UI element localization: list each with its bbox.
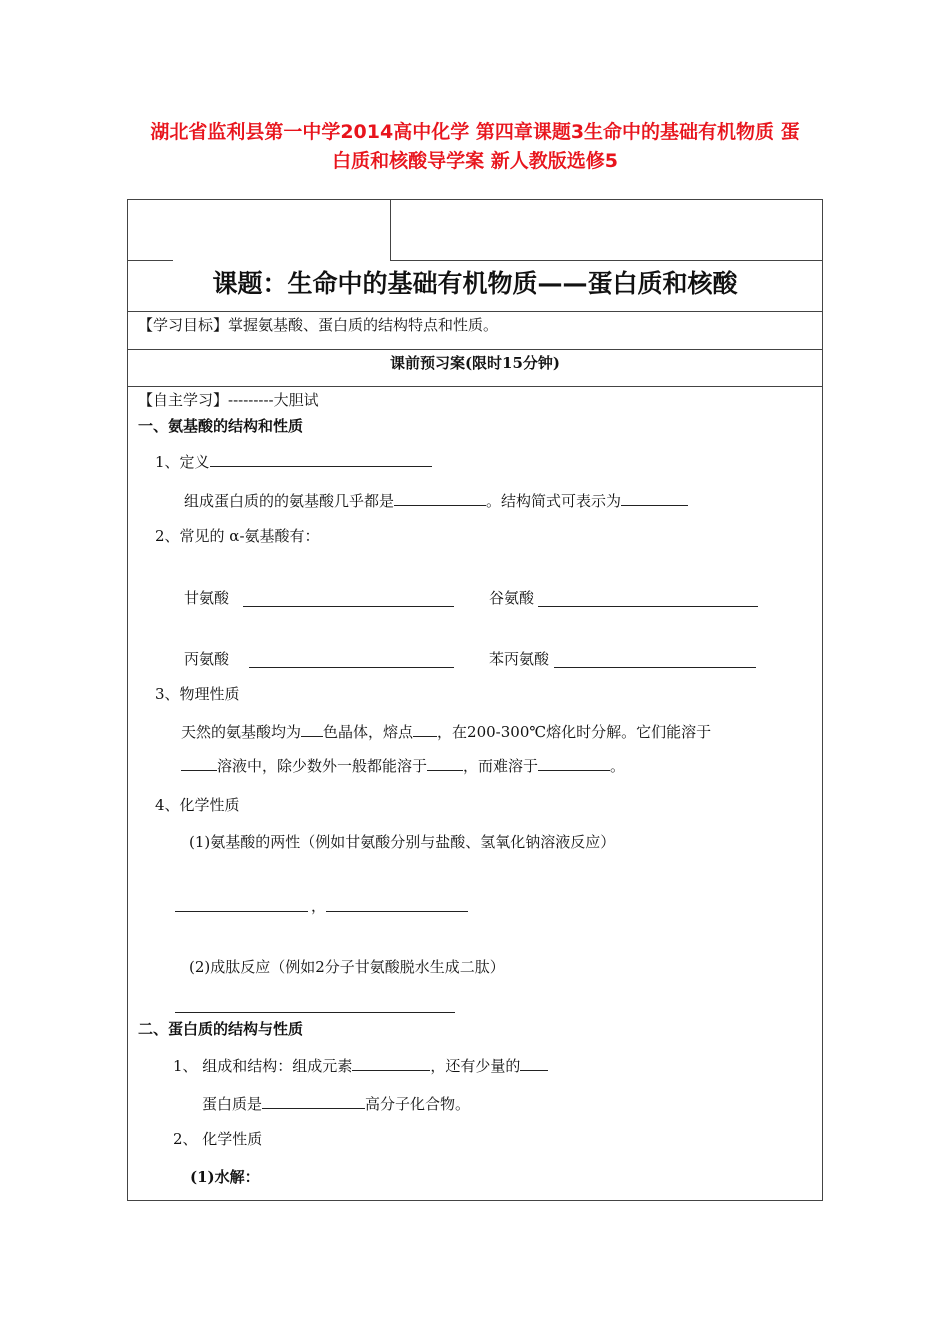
composition-text-b: 。结构简式可表示为: [486, 492, 622, 510]
composition-text-a: 组成蛋白质的的氨基酸几乎都是: [184, 492, 395, 510]
peptide-reaction-blank[interactable]: [175, 1012, 455, 1013]
hydrolysis-label: (1)水解：: [190, 1168, 260, 1186]
physical-properties-heading: 3、物理性质: [155, 685, 240, 703]
alanine-label: 丙氨酸: [184, 650, 230, 668]
row-rule-2: [128, 349, 822, 350]
protein-definition: 蛋白质是 高分子化合物。: [202, 1095, 471, 1113]
document-title-line1: 湖北省监利县第一中学2014高中化学 第四章课题3生命中的基础有机物质 蛋: [150, 121, 800, 143]
composition-structure: 1、 组成和结构：组成元素 ，还有少量的: [173, 1055, 548, 1076]
document-title-line2: 白质和核酸导学案 新人教版选修5: [332, 150, 618, 172]
worksheet-table: [127, 199, 823, 1201]
protein-type-blank[interactable]: [262, 1093, 365, 1109]
phenylalanine-label: 苯丙氨酸: [489, 650, 550, 668]
reaction-naoh-blank[interactable]: [326, 911, 468, 912]
definition-label: [155, 451, 432, 472]
physical-properties-line1: 天然的氨基酸均为 色晶体，熔点 ，在200-300℃熔化时分解。它们能溶于: [181, 723, 712, 741]
physical-properties-line2: 溶液中，除少数外一般都能溶于 ，而难溶于 。: [181, 755, 625, 776]
alanine-blank[interactable]: [249, 667, 454, 668]
protein-chemical-properties: 2、 化学性质: [173, 1130, 263, 1148]
document-title: [80, 118, 870, 176]
amphoteric-property: (1)氨基酸的两性（例如甘氨酸分别与盐酸、氢氧化钠溶液反应）: [189, 833, 616, 851]
insoluble-in-blank[interactable]: [538, 755, 610, 771]
glycine-blank[interactable]: [243, 606, 454, 607]
topic-heading: 课题：生命中的基础有机物质——蛋白质和核酸: [212, 269, 738, 298]
glutamic-acid-label: 谷氨酸: [489, 589, 535, 607]
glutamic-acid-blank[interactable]: [538, 606, 758, 607]
chemical-properties-heading: 4、化学性质: [155, 796, 240, 814]
soluble-solution-blank[interactable]: [181, 755, 217, 771]
section1-heading: 一、氨基酸的结构和性质: [138, 417, 304, 435]
phenylalanine-blank[interactable]: [554, 667, 756, 668]
glycine-label: 甘氨酸: [184, 589, 230, 607]
structure-formula-blank[interactable]: [621, 490, 688, 506]
amino-acid-composition: [184, 490, 688, 511]
header-rule-mid: [390, 260, 778, 261]
row-rule-1: [128, 311, 822, 312]
definition-blank[interactable]: [210, 451, 432, 467]
definition-text: 1、定义: [155, 453, 210, 471]
color-blank[interactable]: [301, 721, 323, 737]
section2-heading: 二、蛋白质的结构与性质: [138, 1020, 304, 1038]
header-rule-left: [128, 260, 173, 261]
header-divider: [390, 200, 391, 260]
melting-point-blank[interactable]: [413, 721, 437, 737]
trace-elements-blank[interactable]: [520, 1055, 548, 1071]
learning-objective: 【学习目标】掌握氨基酸、蛋白质的结构特点和性质。: [138, 316, 499, 334]
composition-blank[interactable]: [394, 490, 486, 506]
soluble-in-blank[interactable]: [427, 755, 463, 771]
elements-blank[interactable]: [352, 1055, 430, 1071]
header-rule-right: [778, 260, 823, 261]
row-rule-3: [128, 386, 822, 387]
reaction-comma: ，: [311, 897, 327, 915]
common-amino-acids: 2、常见的 α-氨基酸有：: [155, 527, 320, 545]
peptide-formation: (2)成肽反应（例如2分子甘氨酸脱水生成二肽）: [189, 958, 505, 976]
reaction-hcl-blank[interactable]: [175, 911, 308, 912]
preview-heading: 课前预习案(限时15分钟): [389, 354, 561, 372]
self-study-label: 【自主学习】---------大胆试: [138, 391, 319, 409]
